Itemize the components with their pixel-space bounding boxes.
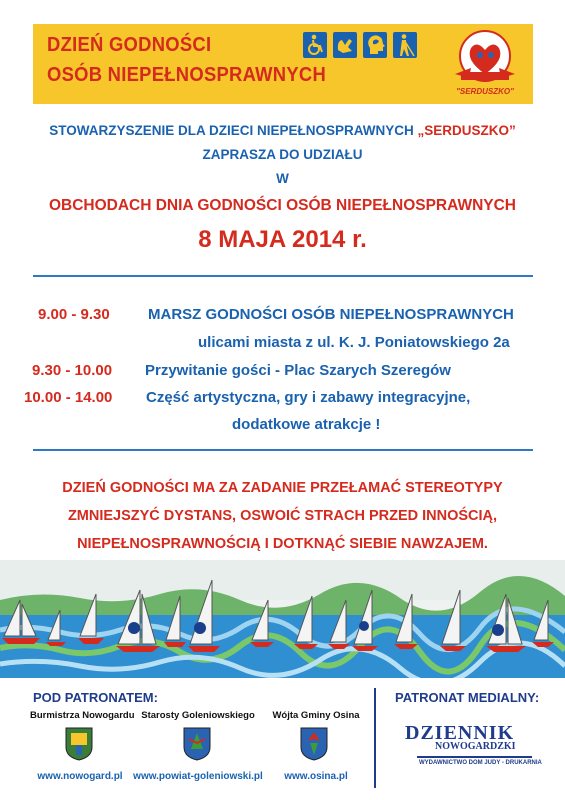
motto-line-2: ZMNIEJSZYĆ DYSTANS, OSWOIĆ STRACH PRZED INNOŚCIĄ, [67, 508, 498, 524]
patron-link-1[interactable]: www.nowogard.pl [37, 771, 123, 782]
schedule-time-3: 10.00 - 14.00 [24, 389, 113, 406]
invitation-w: W [276, 171, 289, 186]
patron-link-3[interactable]: www.osina.pl [284, 771, 348, 782]
media-rule [417, 756, 532, 758]
motto-line-1: DZIEŃ GODNOŚCI MA ZA ZADANIE PRZEŁAMAĆ STEREOTYPY [62, 480, 503, 496]
organizer-prefix: STOWARZYSZENIE DLA DZIECI NIEPEŁNOSPRAWNYCH [49, 123, 418, 138]
wheelchair-icon [303, 32, 327, 58]
disability-icons [303, 32, 421, 58]
header-title-line1: DZIEŃ GODNOŚCI [47, 34, 212, 56]
patron-link-2[interactable]: www.powiat-goleniowski.pl [133, 771, 263, 782]
schedule-desc-2: Przywitanie gości - Plac Szarych Szeregów [145, 362, 451, 379]
organizer-line [0, 123, 565, 138]
divider-top [33, 275, 533, 277]
schedule-desc-1: MARSZ GODNOŚCI OSÓB NIEPEŁNOSPRAWNYCH [148, 306, 514, 323]
event-date: 8 MAJA 2014 r. [198, 226, 367, 253]
media-heading: PATRONAT MEDIALNY: [395, 690, 540, 705]
motto-line-3: NIEPEŁNOSPRAWNOŚCIĄ I DOTKNĄĆ SIEBIE NAWZAJEM. [77, 536, 488, 552]
sailboats-painting [0, 560, 565, 678]
schedule-desc-1b: ulicami miasta z ul. K. J. Poniatowskiego 2a [198, 334, 510, 351]
footer-divider [374, 688, 376, 788]
patron-title-2: Starosty Goleniowskiego [141, 710, 255, 721]
invitation-line: ZAPRASZA DO UDZIAŁU [202, 147, 363, 162]
logo-name: "SERDUSZKO" [456, 87, 514, 96]
header-title-line2: OSÓB NIEPEŁNOSPRAWNYCH [47, 64, 327, 86]
blind-person-icon [393, 32, 417, 58]
schedule-desc-3b: dodatkowe atrakcje ! [232, 416, 381, 433]
schedule-desc-3: Część artystyczna, gry i zabawy integracyjne, [146, 389, 471, 406]
goleniow-crest-icon [183, 727, 211, 761]
patron-title-1: Burmistrza Nowogardu [30, 710, 135, 721]
media-name-2: NOWOGARDZKI [435, 741, 516, 752]
dziennik-logo [395, 722, 545, 772]
media-sub: WYDAWNICTWO DOM JUDY - DRUKARNIA [419, 760, 542, 766]
schedule-time-2: 9.30 - 10.00 [32, 362, 113, 379]
sign-language-icon [333, 32, 357, 58]
nowogard-crest-icon [65, 727, 93, 761]
header-banner [33, 24, 533, 104]
patron-title-3: Wójta Gminy Osina [272, 710, 360, 721]
organizer-name: „SERDUSZKO” [417, 123, 516, 138]
serduszko-logo [441, 28, 529, 100]
media-name: DZIENNIK [405, 722, 515, 744]
event-name: OBCHODACH DNIA GODNOŚCI OSÓB NIEPEŁNOSPRAWNYCH [48, 197, 517, 214]
divider-bottom [33, 449, 533, 451]
osina-crest-icon [300, 727, 328, 761]
schedule-time-1: 9.00 - 9.30 [38, 306, 110, 323]
head-profile-icon [363, 32, 387, 58]
patronage-heading: POD PATRONATEM: [33, 690, 158, 705]
